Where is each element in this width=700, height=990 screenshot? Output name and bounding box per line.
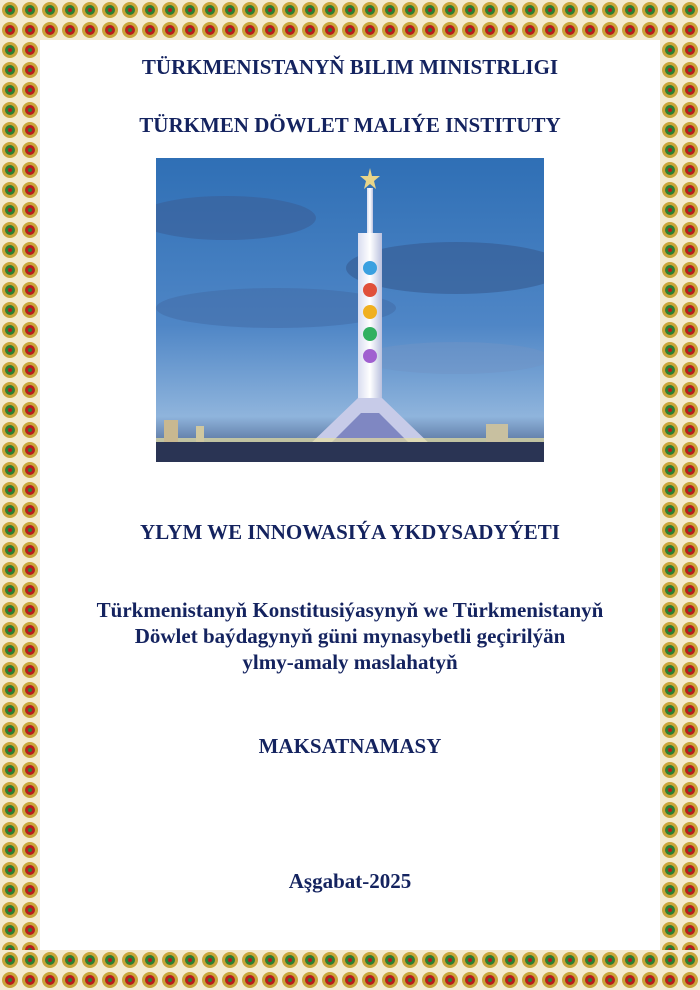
content-area [40,40,660,950]
document-type: MAKSATNAMASY [258,734,442,758]
event-description [40,597,660,675]
institute-heading: TÜRKMEN DÖWLET MALIÝE INSTITUTY [139,113,561,137]
ornament-border-bottom [0,950,700,990]
ornament-border-right [660,40,700,950]
ornament-border-left [0,40,40,950]
event-line-1: Türkmenistanyň Konstitusiýasynyň we Türkmenistanyň [96,598,604,622]
event-line-3: ylmy-amaly maslahatyň [242,650,458,674]
section-title: YLYM WE INNOWASIÝA YKDYSADYÝETI [140,520,560,544]
ornament-border-top [0,0,700,40]
place-year: Aşgabat-2025 [288,869,412,893]
ministry-heading: TÜRKMENISTANYŇ BILIM MINISTRLIGI [141,55,559,79]
tower-photo [156,158,544,462]
event-line-2: Döwlet baýdagynyň güni mynasybetli geçirilýän [134,624,566,648]
